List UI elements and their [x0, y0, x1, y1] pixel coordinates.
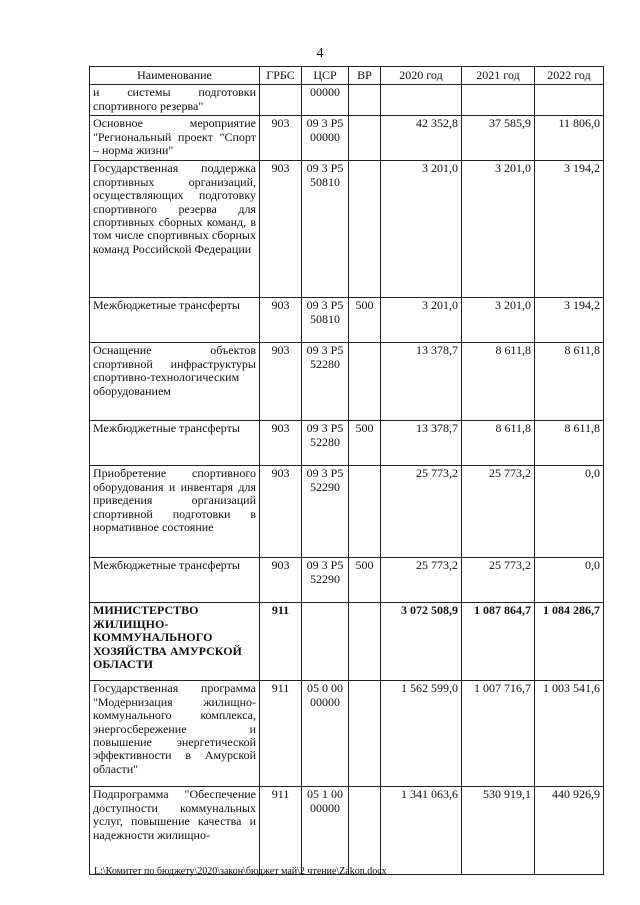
row-vr-cell — [349, 603, 381, 681]
row-2021-value: 25 773,2 — [462, 466, 535, 558]
row-2022-value: 3 194,2 — [535, 161, 604, 298]
row-name-cell: и системы подготовки спортивного резерва" — [90, 85, 260, 116]
row-2020-value — [381, 85, 462, 116]
row-vr-cell: 500 — [349, 558, 381, 603]
row-grbs-cell: 903 — [260, 558, 302, 603]
row-name-cell: Межбюджетные трансферты — [90, 298, 260, 343]
row-grbs-cell: 903 — [260, 343, 302, 421]
row-grbs-cell: 903 — [260, 116, 302, 161]
table-row — [90, 466, 604, 558]
row-2020-value: 25 773,2 — [381, 558, 462, 603]
row-grbs-cell: 911 — [260, 787, 302, 875]
row-2021-value: 530 919,1 — [462, 787, 535, 875]
row-name-cell: Подпрограмма "Обеспечение доступности коммунальных услуг, повышение качества и надежности жилищно- — [90, 787, 260, 875]
row-csr-cell: 09 3 P5 50810 — [302, 161, 349, 298]
row-vr-cell — [349, 787, 381, 875]
row-2020-value: 1 341 063,6 — [381, 787, 462, 875]
col-header-vr: ВР — [349, 67, 381, 85]
file-path-footer: L:\Комитет по бюджету\2020\закон\бюджет май\2 чтение\Zakon.docx — [94, 866, 387, 877]
row-csr-cell: 09 3 P5 52280 — [302, 421, 349, 466]
col-header-csr: ЦСР — [302, 67, 349, 85]
row-vr-cell — [349, 343, 381, 421]
row-csr-cell — [302, 603, 349, 681]
table-row — [90, 161, 604, 298]
col-header-2022: 2022 год — [535, 67, 604, 85]
row-name-cell: Межбюджетные трансферты — [90, 558, 260, 603]
row-csr-cell: 09 3 P5 50810 — [302, 298, 349, 343]
row-vr-cell — [349, 85, 381, 116]
row-2020-value: 13 378,7 — [381, 343, 462, 421]
row-grbs-cell: 903 — [260, 421, 302, 466]
row-name-cell: Приобретение спортивного оборудования и инвентаря для приведения организаций спортивной подготовки в нормативное состояние — [90, 466, 260, 558]
row-2022-value: 3 194,2 — [535, 298, 604, 343]
row-csr-cell: 09 3 P5 52280 — [302, 343, 349, 421]
row-2021-value — [462, 85, 535, 116]
col-header-2020: 2020 год — [381, 67, 462, 85]
row-name-cell: Государственная поддержка спортивных организаций, осуществляющих подготовку спортивного резерва для спортивных сборных команд, в том числе спортивных сборных команд Российской Федерации — [90, 161, 260, 298]
table-row — [90, 421, 604, 466]
row-2022-value: 440 926,9 — [535, 787, 604, 875]
table-row — [90, 603, 604, 681]
table-row — [90, 558, 604, 603]
row-2022-value: 8 611,8 — [535, 421, 604, 466]
row-csr-cell: 05 1 00 00000 — [302, 787, 349, 875]
row-2020-value: 1 562 599,0 — [381, 681, 462, 787]
row-2022-value: 0,0 — [535, 466, 604, 558]
row-2021-value: 3 201,0 — [462, 161, 535, 298]
row-grbs-cell: 911 — [260, 681, 302, 787]
row-name-cell: МИНИСТЕРСТВО ЖИЛИЩНО-КОММУНАЛЬНОГО ХОЗЯЙСТВА АМУРСКОЙ ОБЛАСТИ — [90, 603, 260, 681]
row-2021-value: 25 773,2 — [462, 558, 535, 603]
row-csr-cell: 09 3 P5 52290 — [302, 558, 349, 603]
row-name-cell: Оснащение объектов спортивной инфраструктуры спортивно-технологическим оборудованием — [90, 343, 260, 421]
row-name-cell: Межбюджетные трансферты — [90, 421, 260, 466]
row-2021-value: 3 201,0 — [462, 298, 535, 343]
row-name-cell: Государственная программа "Модернизация жилищно-коммунального комплекса, энергосбережение и повышение энергетической эффективности в Амурской области" — [90, 681, 260, 787]
row-vr-cell: 500 — [349, 298, 381, 343]
row-csr-cell: 09 3 P5 52290 — [302, 466, 349, 558]
row-2021-value: 1 007 716,7 — [462, 681, 535, 787]
row-csr-cell: 00000 — [302, 85, 349, 116]
table-row — [90, 343, 604, 421]
row-2022-value: 1 084 286,7 — [535, 603, 604, 681]
row-2020-value: 3 072 508,9 — [381, 603, 462, 681]
col-header-grbs: ГРБС — [260, 67, 302, 85]
row-csr-cell: 05 0 00 00000 — [302, 681, 349, 787]
row-vr-cell — [349, 681, 381, 787]
row-2022-value: 1 003 541,6 — [535, 681, 604, 787]
row-2021-value: 1 087 864,7 — [462, 603, 535, 681]
row-vr-cell — [349, 161, 381, 298]
row-2021-value: 37 585,9 — [462, 116, 535, 161]
row-2020-value: 13 378,7 — [381, 421, 462, 466]
table-row — [90, 116, 604, 161]
row-csr-cell: 09 3 P5 00000 — [302, 116, 349, 161]
row-grbs-cell — [260, 85, 302, 116]
row-2021-value: 8 611,8 — [462, 421, 535, 466]
table-row — [90, 681, 604, 787]
budget-table — [89, 66, 604, 875]
table-row — [90, 787, 604, 875]
row-vr-cell: 500 — [349, 421, 381, 466]
page-number: 4 — [316, 46, 324, 61]
row-2022-value: 0,0 — [535, 558, 604, 603]
row-2020-value: 42 352,8 — [381, 116, 462, 161]
row-vr-cell — [349, 466, 381, 558]
row-2020-value: 3 201,0 — [381, 298, 462, 343]
col-header-name: Наименование — [90, 67, 260, 85]
table-row — [90, 298, 604, 343]
table-header-row — [90, 67, 604, 85]
row-name-cell: Основное мероприятие "Региональный проект "Спорт – норма жизни" — [90, 116, 260, 161]
row-2022-value — [535, 85, 604, 116]
row-2020-value: 3 201,0 — [381, 161, 462, 298]
table-row — [90, 85, 604, 116]
row-vr-cell — [349, 116, 381, 161]
row-grbs-cell: 911 — [260, 603, 302, 681]
row-2020-value: 25 773,2 — [381, 466, 462, 558]
row-2022-value: 8 611,8 — [535, 343, 604, 421]
row-grbs-cell: 903 — [260, 298, 302, 343]
row-2021-value: 8 611,8 — [462, 343, 535, 421]
row-grbs-cell: 903 — [260, 161, 302, 298]
row-2022-value: 11 806,0 — [535, 116, 604, 161]
col-header-2021: 2021 год — [462, 67, 535, 85]
row-grbs-cell: 903 — [260, 466, 302, 558]
